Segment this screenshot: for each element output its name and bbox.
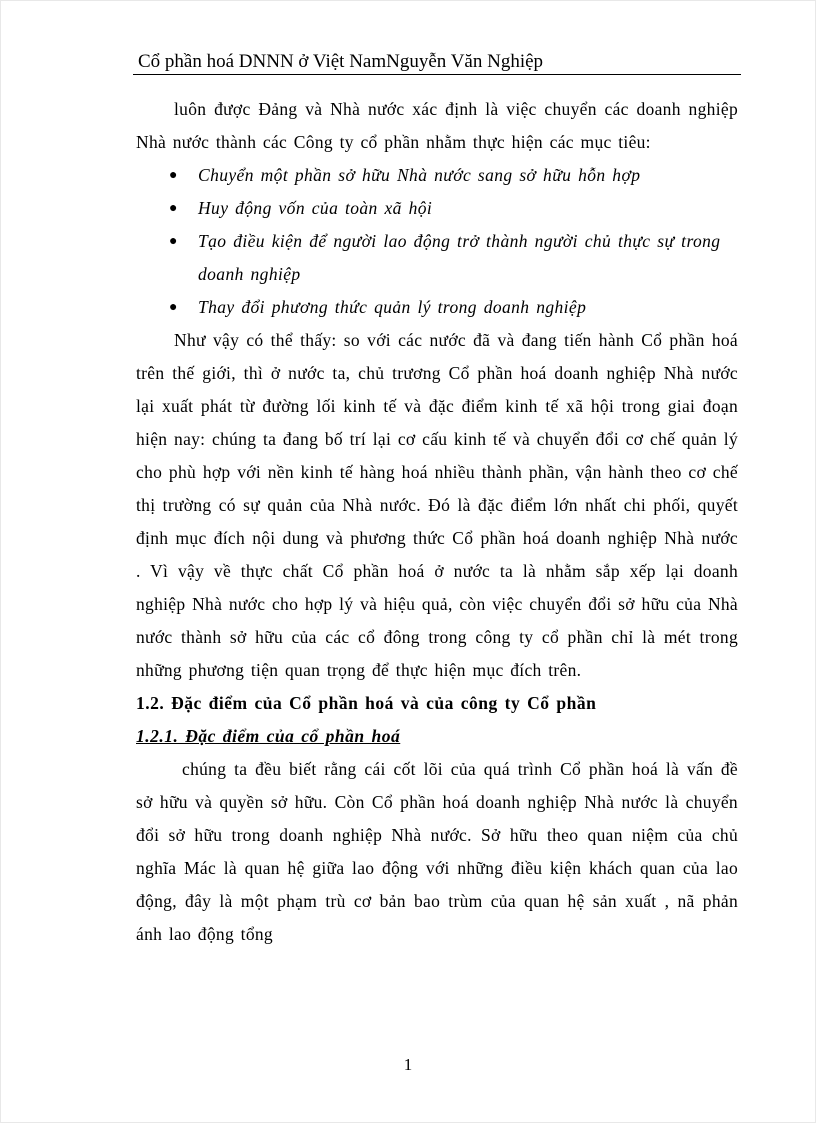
subsection-heading: 1.2.1. Đặc điểm của cổ phần hoá — [136, 726, 401, 746]
header-rule — [133, 74, 741, 75]
page-number: 1 — [403, 1055, 413, 1074]
intro-paragraph: luôn được Đảng và Nhà nước xác định là việc chuyển các doanh nghiệp Nhà nước thành các Công ty cổ phần nhằm thực hiện các mục tiêu: — [136, 99, 738, 152]
list-item — [136, 291, 738, 324]
bullet-icon: ● — [169, 300, 178, 315]
page-body — [136, 93, 738, 951]
bullet-icon: ● — [169, 234, 178, 249]
list-item — [136, 225, 738, 291]
list-item — [136, 192, 738, 225]
list-item-text: Thay đổi phương thức quản lý trong doanh nghiệp — [198, 297, 587, 317]
section-heading: 1.2. Đặc điểm của Cổ phần hoá và của công ty Cổ phần — [136, 693, 597, 713]
list-item — [136, 159, 738, 192]
body-paragraph-3: chúng ta đều biết rằng cái cốt lõi của quá trình Cổ phần hoá là vấn đề sở hữu và quyền sở hữu. Còn Cổ phần hoá doanh nghiệp Nhà nước là chuyển đổi sở hữu trong doanh nghiệp Nhà nước. Sở hữu theo quan niệm của chủ nghĩa Mác là quan hệ giữa lao động với những điều kiện khách quan của lao động, đây là một phạm trù cơ bản bao trùm của quan hệ sản xuất , nã phản ánh lao động tổng — [136, 759, 738, 944]
objectives-list — [136, 159, 738, 324]
body-paragraph-2: Như vậy có thể thấy: so với các nước đã và đang tiến hành Cổ phần hoá trên thế giới, thì ở nước ta, chủ trương Cổ phần hoá doanh nghiệp Nhà nước lại xuất phát từ đường lối kinh tế và đặc điểm kinh tế xã hội trong giai đoạn hiện nay: chúng ta đang bố trí lại cơ cấu kinh tế và chuyển đổi cơ chế quản lý cho phù hợp với nền kinh tế hàng hoá nhiều thành phần, vận hành theo cơ chế thị trường có sự quản của Nhà nước. Đó là đặc điểm lớn nhất chi phối, quyết định mục đích nội dung và phương thức Cổ phần hoá doanh nghiệp Nhà nước . Vì vậy về thực chất Cổ phần hoá ở nước ta là nhằm sắp xếp lại doanh nghiệp Nhà nước cho hợp lý và hiệu quả, còn việc chuyển đổi sở hữu của Nhà nước thành sở hữu của các cổ đông trong công ty cổ phần chỉ là mét trong những phương tiện quan trọng để thực hiện mục đích trên. — [136, 330, 738, 680]
bullet-icon: ● — [169, 168, 178, 183]
running-header: Cổ phần hoá DNNN ở Việt NamNguyễn Văn Nghiệp — [138, 51, 544, 72]
list-item-text: Tạo điều kiện để người lao động trở thành người chủ thực sự trong doanh nghiệp — [198, 231, 721, 284]
bullet-icon: ● — [169, 201, 178, 216]
list-item-text: Huy động vốn của toàn xã hội — [198, 198, 433, 218]
list-item-text: Chuyển một phần sở hữu Nhà nước sang sở hữu hỗn hợp — [198, 165, 641, 185]
